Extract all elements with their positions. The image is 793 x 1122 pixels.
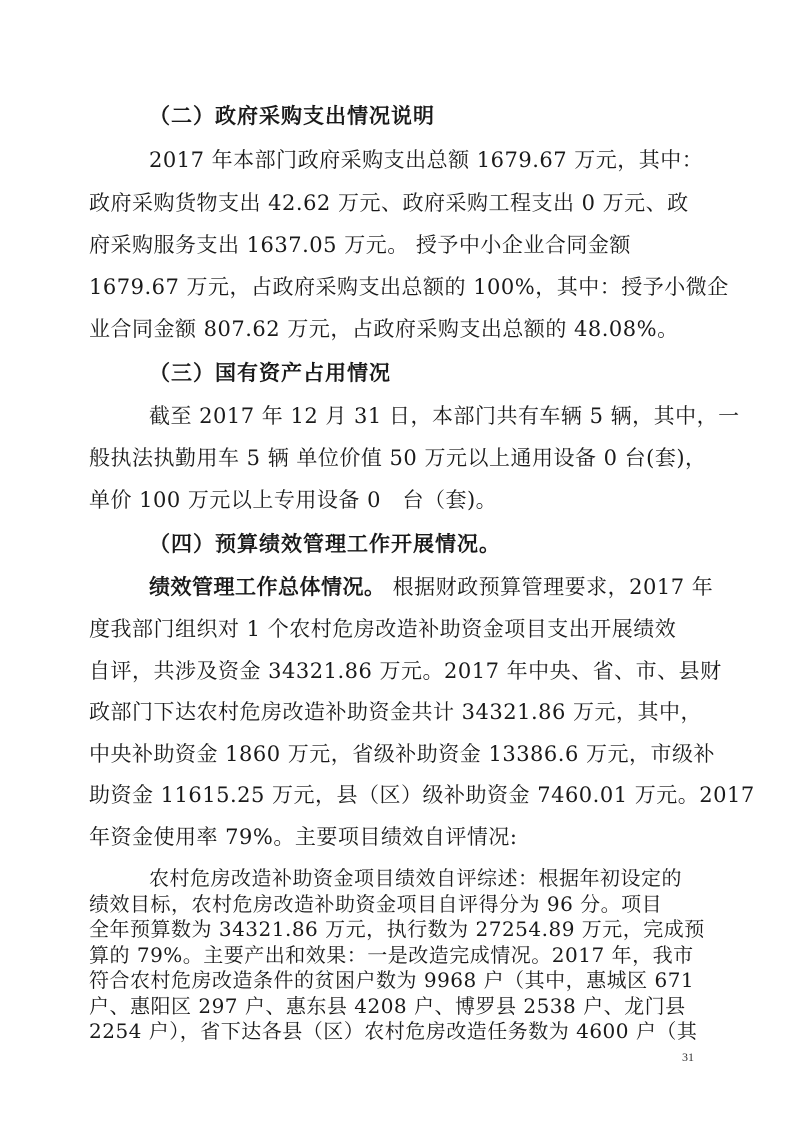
- paragraph-line: 2017 年本部门政府采购支出总额 1679.67 万元，其中：: [149, 148, 704, 172]
- paragraph-line: 般执法执勤用车 5 辆 单位价值 50 万元以上通用设备 0 台(套)，: [89, 446, 707, 470]
- paragraph-line: 政府采购货物支出 42.62 万元、政府采购工程支出 0 万元、政: [89, 191, 689, 215]
- paragraph-line: 农村危房改造补助资金项目绩效自评综述：根据年初设定的: [149, 866, 682, 890]
- section-heading-procurement: （二）政府采购支出情况说明: [149, 103, 435, 128]
- paragraph-line: 年资金使用率 79%。主要项目绩效自评情况:: [89, 824, 518, 849]
- overall-label: 绩效管理工作总体情况。: [149, 574, 386, 599]
- paragraph-line: 业合同金额 807.62 万元，占政府采购支出总额的 48.08%。: [89, 317, 679, 341]
- paragraph-line: 府采购服务支出 1637.05 万元。 授予中小企业合同金额: [89, 233, 631, 257]
- paragraph-line: 绩效目标，农村危房改造补助资金项目自评得分为 96 分。项目: [89, 891, 663, 916]
- paragraph-line: 截至 2017 年 12 月 31 日，本部门共有车辆 5 辆，其中，一: [149, 404, 740, 428]
- paragraph-line: 助资金 11615.25 万元，县（区）级补助资金 7460.01 万元。2017: [89, 783, 755, 807]
- section-heading-performance: （四）预算绩效管理工作开展情况。: [149, 531, 501, 556]
- page-number: 31: [682, 1050, 694, 1064]
- overall-text: 根据财政预算管理要求，2017 年: [385, 575, 714, 599]
- paragraph-line: 单价 100 万元以上专用设备 0 台（套)。: [89, 488, 498, 512]
- paragraph-line: 政部门下达农村危房改造补助资金共计 34321.86 万元，其中，: [89, 700, 703, 724]
- paragraph-line: 度我部门组织对 1 个农村危房改造补助资金项目支出开展绩效: [89, 617, 677, 641]
- paragraph-line: 符合农村危房改造条件的贫困户数为 9968 户（其中，惠城区 671: [89, 968, 695, 992]
- paragraph-line: 算的 79%。主要产出和效果：一是改造完成情况。2017 年，我市: [89, 942, 694, 967]
- paragraph-line: 中央补助资金 1860 万元，省级补助资金 13386.6 万元，市级补: [89, 741, 715, 766]
- paragraph-line: 全年预算数为 34321.86 万元，执行数为 27254.89 万元，完成预: [89, 917, 705, 941]
- paragraph-line: 户、惠阳区 297 户、惠东县 4208 户、博罗县 2538 户、龙门县: [89, 993, 686, 1018]
- paragraph-line: 2254 户），省下达各县（区）农村危房改造任务数为 4600 户（其: [89, 1019, 698, 1043]
- paragraph-line: [149, 573, 713, 601]
- paragraph-line: 1679.67 万元，占政府采购支出总额的 100%，其中：授予小微企: [89, 275, 729, 299]
- section-heading-assets: （三）国有资产占用情况: [149, 360, 391, 385]
- paragraph-line: 自评，共涉及资金 34321.86 万元。2017 年中央、省、市、县财: [89, 658, 722, 683]
